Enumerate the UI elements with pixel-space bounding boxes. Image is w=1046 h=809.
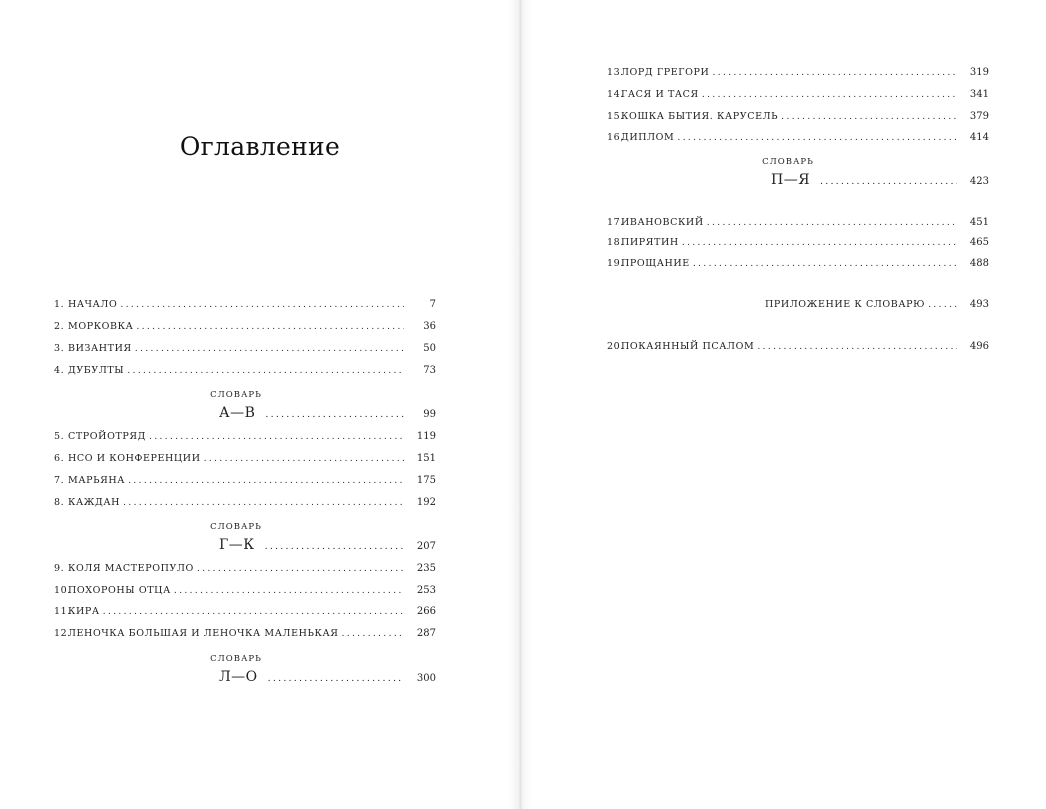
chapter-number: 11. (54, 606, 71, 617)
toc-entry[interactable] (54, 453, 436, 467)
chapter-number: 3. (54, 343, 65, 354)
leader-dots (707, 217, 957, 228)
toc-entry[interactable] (54, 299, 436, 313)
dictionary-letters: Л—О (219, 669, 258, 685)
dictionary-entry[interactable] (219, 537, 436, 555)
leader-dots (174, 585, 404, 596)
page-number: 379 (969, 111, 989, 122)
toc-entry[interactable] (607, 258, 989, 272)
chapter-number: 14. (607, 89, 624, 100)
page-number: 341 (969, 89, 989, 100)
dictionary-label: СЛОВАРЬ (210, 654, 262, 664)
chapter-number: 9. (54, 563, 65, 574)
leader-dots (712, 67, 957, 78)
dictionary-label: СЛОВАРЬ (210, 522, 262, 532)
page-number: 414 (969, 132, 989, 143)
page-number: 266 (416, 606, 436, 617)
page-number: 465 (969, 237, 989, 248)
toc-entry[interactable] (54, 343, 436, 357)
chapter-number: 17. (607, 217, 624, 228)
chapter-number: 7. (54, 475, 65, 486)
leader-dots (127, 365, 404, 376)
leader-dots (136, 321, 404, 332)
chapter-title: ПРОЩАНИЕ (621, 258, 690, 269)
chapter-title: КАЖДАН (68, 497, 121, 508)
chapter-title: НАЧАЛО (68, 299, 118, 310)
chapter-number: 16. (607, 132, 624, 143)
toc-entry[interactable] (607, 132, 989, 146)
leader-dots (128, 475, 404, 486)
chapter-title: ДУБУЛТЫ (68, 365, 125, 376)
page-number: 7 (429, 299, 436, 310)
toc-entry[interactable] (607, 237, 989, 251)
chapter-number: 6. (54, 453, 65, 464)
leader-dots (120, 299, 404, 310)
right-page (520, 0, 1046, 809)
chapter-number: 4. (54, 365, 65, 376)
page-number: 151 (416, 453, 436, 464)
leader-dots (204, 453, 404, 464)
toc-entry[interactable] (607, 67, 989, 81)
page-number: 50 (423, 343, 436, 354)
chapter-number: 20. (607, 341, 624, 352)
chapter-number: 12. (54, 628, 71, 639)
chapter-number: 18. (607, 237, 624, 248)
chapter-title: ИВАНОВСКИЙ (621, 217, 704, 228)
leader-dots (702, 89, 957, 100)
leader-dots (123, 497, 404, 508)
leader-dots (342, 628, 404, 639)
toc-entry[interactable] (54, 431, 436, 445)
page-number: 119 (416, 431, 436, 442)
dictionary-label: СЛОВАРЬ (762, 157, 814, 167)
dictionary-letters: П—Я (771, 172, 811, 188)
chapter-title: ВИЗАНТИЯ (68, 343, 132, 354)
chapter-number: 10. (54, 585, 71, 596)
chapter-title: НСО И КОНФЕРЕНЦИИ (68, 453, 201, 464)
dictionary-entry[interactable] (219, 405, 436, 423)
dictionary-entry[interactable] (771, 172, 989, 190)
chapter-title: КОШКА БЫТИЯ. КАРУСЕЛЬ (621, 111, 779, 122)
chapter-title: ПОХОРОНЫ ОТЦА (68, 585, 171, 596)
leader-dots (268, 673, 404, 684)
toc-entry[interactable] (54, 563, 436, 577)
page-title: Оглавление (179, 132, 341, 161)
dictionary-entry[interactable] (219, 669, 436, 687)
leader-dots (928, 299, 957, 310)
toc-entry[interactable] (54, 585, 436, 599)
chapter-title: ЛЕНОЧКА БОЛЬШАЯ И ЛЕНОЧКА МАЛЕНЬКАЯ (68, 628, 339, 639)
chapter-number: 8. (54, 497, 65, 508)
chapter-number: 13. (607, 67, 624, 78)
leader-dots (149, 431, 404, 442)
page-number: 496 (969, 341, 989, 352)
chapter-title: СТРОЙОТРЯД (68, 431, 146, 442)
left-page (0, 0, 520, 809)
page-number: 287 (416, 628, 436, 639)
page-number: 73 (423, 365, 436, 376)
leader-dots (781, 111, 957, 122)
page-number: 207 (416, 541, 436, 552)
chapter-title: ПОКАЯННЫЙ ПСАЛОМ (621, 341, 755, 352)
chapter-title: МОРКОВКА (68, 321, 134, 332)
page-number: 175 (416, 475, 436, 486)
chapter-number: 1. (54, 299, 65, 310)
page-number: 423 (969, 176, 989, 187)
leader-dots (103, 606, 404, 617)
leader-dots (135, 343, 404, 354)
toc-entry[interactable] (54, 365, 436, 379)
toc-entry[interactable] (607, 217, 989, 231)
chapter-title: КОЛЯ МАСТЕРОПУЛО (68, 563, 194, 574)
chapter-title: ДИПЛОМ (621, 132, 675, 143)
chapter-number: 19. (607, 258, 624, 269)
page-number: 235 (416, 563, 436, 574)
chapter-title: ГАСЯ И ТАСЯ (621, 89, 699, 100)
page-number: 253 (416, 585, 436, 596)
leader-dots (197, 563, 404, 574)
leader-dots (265, 409, 404, 420)
chapter-title: МАРЬЯНА (68, 475, 126, 486)
leader-dots (820, 176, 957, 187)
dictionary-label: СЛОВАРЬ (210, 390, 262, 400)
appendix-entry[interactable] (765, 299, 989, 313)
appendix-title: ПРИЛОЖЕНИЕ К СЛОВАРЮ (765, 299, 926, 310)
page-number: 300 (416, 673, 436, 684)
page-number: 493 (969, 299, 989, 310)
chapter-title: ЛОРД ГРЕГОРИ (621, 67, 710, 78)
toc-entry[interactable] (54, 628, 436, 642)
dictionary-letters: А—В (219, 405, 256, 421)
dictionary-letters: Г—К (219, 537, 255, 553)
leader-dots (265, 541, 404, 552)
chapter-title: КИРА (68, 606, 100, 617)
page-number: 319 (969, 67, 989, 78)
leader-dots (693, 258, 957, 269)
toc-entry[interactable] (54, 497, 436, 511)
page-number: 36 (423, 321, 436, 332)
toc-entry[interactable] (54, 606, 436, 620)
page-number: 488 (969, 258, 989, 269)
leader-dots (757, 341, 957, 352)
leader-dots (682, 237, 957, 248)
page-number: 192 (416, 497, 436, 508)
toc-entry[interactable] (54, 475, 436, 489)
page-number: 99 (423, 409, 436, 420)
toc-entry[interactable] (54, 321, 436, 335)
toc-entry[interactable] (607, 89, 989, 103)
chapter-number: 5. (54, 431, 65, 442)
page-number: 451 (969, 217, 989, 228)
toc-entry[interactable] (607, 341, 989, 355)
leader-dots (677, 132, 957, 143)
toc-entry[interactable] (607, 111, 989, 125)
chapter-number: 2. (54, 321, 65, 332)
chapter-title: ПИРЯТИН (621, 237, 679, 248)
chapter-number: 15. (607, 111, 624, 122)
